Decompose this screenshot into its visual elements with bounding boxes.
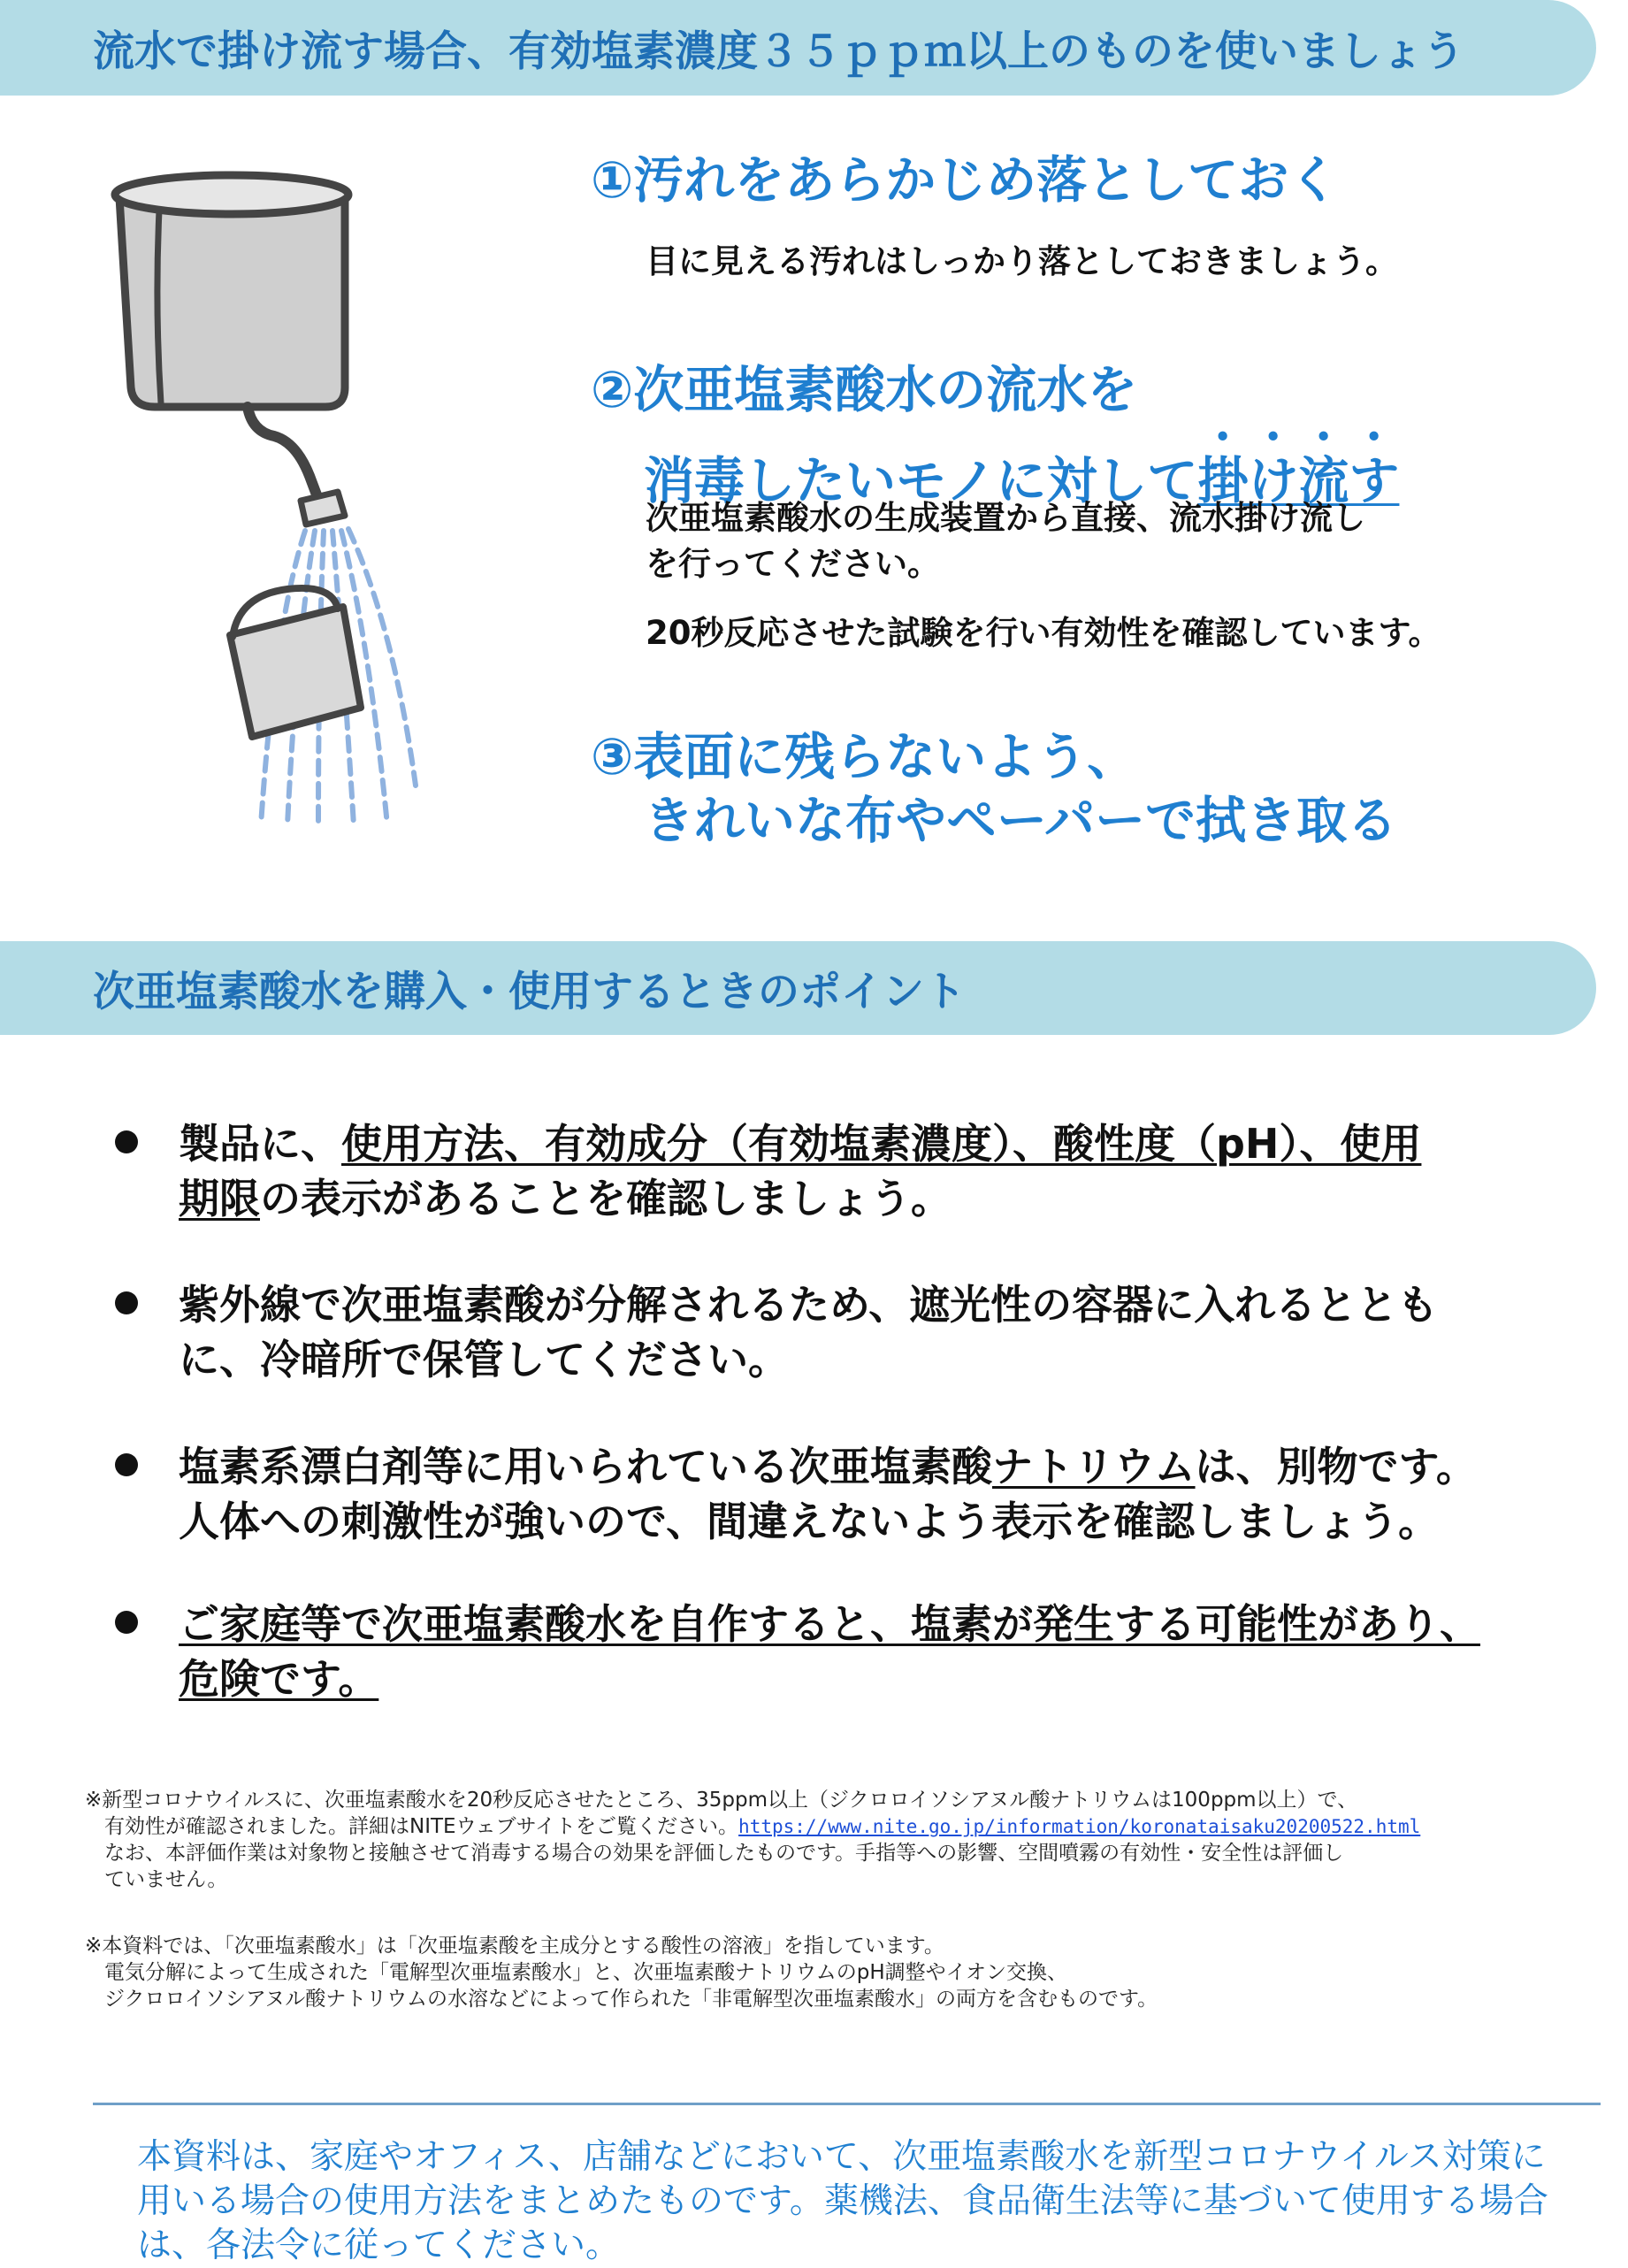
footer-line2: 用いる場合の使用方法をまとめたものです。薬機法、食品衛生法等に基づいて使用する場合 [137, 2181, 1548, 2221]
point-4 [115, 1597, 1583, 1706]
point-2-line1: 紫外線で次亜塩素酸が分解されるため、遮光性の容器に入れるととも [179, 1281, 1439, 1329]
point-3 [115, 1439, 1583, 1549]
point-3-a: 塩素系漂白剤等に用いられている次亜塩素酸 [179, 1443, 992, 1490]
step-3-title [591, 725, 1397, 853]
step-2-desc [646, 495, 1365, 587]
step-3-title-line2: きれいな布やペーパーで拭き取る [644, 792, 1398, 850]
footnote-1-line4: ていません。 [104, 1868, 228, 1891]
footnote-1-line2 [85, 1813, 1624, 1840]
point-4-line1: ご家庭等で次亜塩素酸水を自作すると、塩素が発生する可能性があり、 [179, 1600, 1480, 1648]
step-2-title [591, 358, 1399, 513]
point-3-text [179, 1439, 1583, 1549]
faucet-spray-icon [106, 166, 442, 865]
footnote-1-line2-text: 有効性が確認されました。詳細はNITEウェブサイトをご覧ください。 [104, 1815, 739, 1838]
section-banner-points [0, 941, 1596, 1035]
point-1-d: の表示があることを確認しましょう。 [260, 1175, 952, 1222]
point-1-underlined-2: 期限 [179, 1175, 260, 1222]
point-2 [115, 1277, 1583, 1387]
footnote-1 [85, 1787, 1624, 1893]
bullet-icon [115, 1611, 138, 1634]
footnote-2 [85, 1933, 1624, 2012]
step-2-title-line2-a: 消毒したいモノに対して [644, 452, 1198, 510]
divider [93, 2103, 1601, 2105]
footer-line3: は、各法令に従ってください。 [137, 2226, 621, 2265]
point-2-text [179, 1277, 1583, 1387]
nite-link[interactable]: https://www.nite.go.jp/information/koronataisaku20200522.html [738, 1816, 1421, 1837]
point-1-a: 製品に、 [179, 1120, 341, 1168]
point-3-line2: 人体への刺激性が強いので、間違えないよう表示を確認しましょう。 [179, 1498, 1440, 1545]
step-1-title: ①汚れをあらかじめ落としておく [591, 151, 1340, 210]
point-1-text [179, 1116, 1583, 1226]
footnote-2-line2: 電気分解によって生成された「電解型次亜塩素酸水」と、次亜塩素酸ナトリウムのpH調整やイオン交換、 [104, 1961, 1067, 1984]
point-3-c: は、別物です。 [1195, 1443, 1477, 1490]
step-3-title-line1: ③表面に残らないよう、 [591, 728, 1138, 786]
footnote-2-line1: ※本資料では、「次亜塩素酸水」は「次亜塩素酸を主成分とする酸性の溶液」を指しています。 [85, 1935, 944, 1958]
bullet-icon [115, 1453, 138, 1476]
point-4-text [179, 1597, 1583, 1706]
footer-line1: 本資料は、家庭やオフィス、店舗などにおいて、次亜塩素酸水を新型コロナウイルス対策に [137, 2137, 1546, 2177]
point-1 [115, 1116, 1583, 1226]
section-banner-flow [0, 0, 1596, 96]
footnote-1-line3: なお、本評価作業は対象物と接触させて消毒する場合の効果を評価したものです。手指等への影響、空間噴霧の有効性・安全性は評価し [104, 1842, 1344, 1865]
step-2-desc-line2: を行ってください。 [646, 545, 940, 583]
step-2-desc-line1: 次亜塩素酸水の生成装置から直接、流水掛け流し [646, 499, 1365, 537]
step-2-title-emphasis: 掛け流す [1197, 452, 1400, 510]
step-2-title-line1: ②次亜塩素酸水の流水を [591, 361, 1138, 419]
bullet-icon [115, 1130, 138, 1153]
footer-notice [137, 2135, 1570, 2268]
point-4-line2: 危険です。 [179, 1655, 379, 1703]
bullet-icon [115, 1291, 138, 1314]
footnote-2-line3: ジクロロイソシアヌル酸ナトリウムの水溶などによって作られた「非電解型次亜塩素酸水」の両方を含むものです。 [104, 1988, 1158, 2011]
footnote-1-line1: ※新型コロナウイルスに、次亜塩素酸水を20秒反応させたところ、35ppm以上（ジクロロイソシアヌル酸ナトリウムは100ppm以上）で、 [85, 1789, 1358, 1812]
point-3-underlined: ナトリウム [992, 1443, 1196, 1490]
step-1-desc: 目に見える汚れはしっかり落としておきましょう。 [646, 242, 1398, 280]
banner-title: 流水で掛け流す場合、有効塩素濃度３５ｐｐｍ以上のものを使いましょう [93, 27, 1464, 76]
point-2-line2: に、冷暗所で保管してください。 [179, 1336, 789, 1383]
point-1-underlined: 使用方法、有効成分（有効塩素濃度）、酸性度（pH）、使用 [341, 1120, 1422, 1168]
step-2-note: 20秒反応させた試験を行い有効性を確認しています。 [646, 614, 1441, 652]
banner-title: 次亜塩素酸水を購入・使用するときのポイント [93, 967, 966, 1016]
